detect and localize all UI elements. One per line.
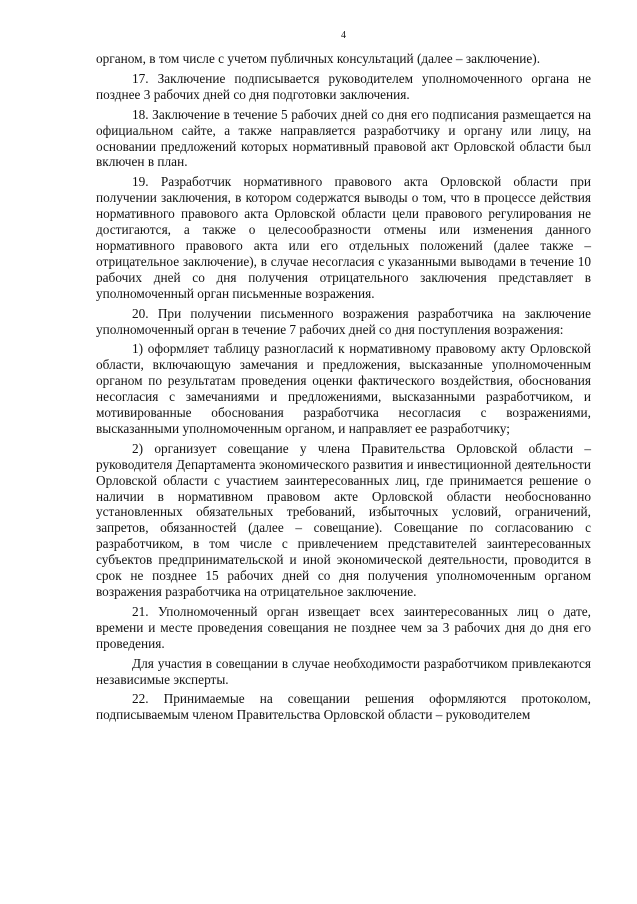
paragraph-19: 19. Разработчик нормативного правового акта Орловской области при получении заключения, в котором содержатся выводы о том, что в процессе действия нормативного правового акта Орловской области цели правового регулирования не достигаются, а также о целесообразности отмены или изменения данного нормативного правового акта или его отдельных положений (далее также – отрицательное заключение), в случае несогласия с указанными выводами в течение 10 рабочих дней со дня получения отрицательного заключения представляет в уполномоченный орган письменные возражения. [96, 174, 591, 301]
paragraph-18: 18. Заключение в течение 5 рабочих дней со дня его подписания размещается на официальном сайте, а также направляется разработчику и органу или лицу, на основании предложений которых нормативный правовой акт Орловской области был включен в план. [96, 106, 591, 170]
paragraph-21-note: Для участия в совещании в случае необходимости разработчиком привлекаются независимые эксперты. [96, 655, 591, 687]
paragraph-20-item-1: 1) оформляет таблицу разногласий к нормативному правовому акту Орловской области, включающую замечания и предложения, высказанные уполномоченным органом по результатам проведения оценки фактического воздействия, обоснования несогласия с замечаниями и предложениями, высказанными разработчиком, и мотивированные обоснования разработчика несогласия с возражениями, высказанными уполномоченным органом, и направляет ее разработчику; [96, 341, 591, 436]
paragraph-20: 20. При получении письменного возражения разработчика на заключение уполномоченный орган в течение 7 рабочих дней со дня поступления возражения: [96, 305, 591, 337]
paragraph-continuation: органом, в том числе с учетом публичных консультаций (далее – заключение). [96, 51, 541, 66]
paragraph-21: 21. Уполномоченный орган извещает всех заинтересованных лиц о дате, времени и месте проведения совещания не позднее чем за 3 рабочих дня до дня его проведения. [96, 603, 591, 651]
paragraph-17: 17. Заключение подписывается руководителем уполномоченного органа не позднее 3 рабочих дней со дня подготовки заключения. [96, 70, 591, 102]
paragraph-20-item-2: 2) организует совещание у члена Правительства Орловской области – руководителя Департамента экономического развития и инвестиционной деятельности Орловской области с участием заинтересованных лиц, где принимается решение о наличии в нормативном правовом акте Орловской области необоснованно установленных обязательных требований, избыточных условий, ограничений, запретов, обязанностей (далее – совещание). Совещание по согласованию с разработчиком, в том числе с привлечением представителей заинтересованных субъектов предпринимательской и иной экономической деятельности, проводится в срок не позднее 15 рабочих дней со дня получения уполномоченным органом возражения разработчика на отрицательное заключение. [96, 440, 591, 599]
document-body [96, 51, 591, 723]
paragraph-22: 22. Принимаемые на совещании решения оформляются протоколом, подписываемым членом Правительства Орловской области – руководителем [96, 691, 591, 723]
page-number: 4 [341, 30, 346, 41]
